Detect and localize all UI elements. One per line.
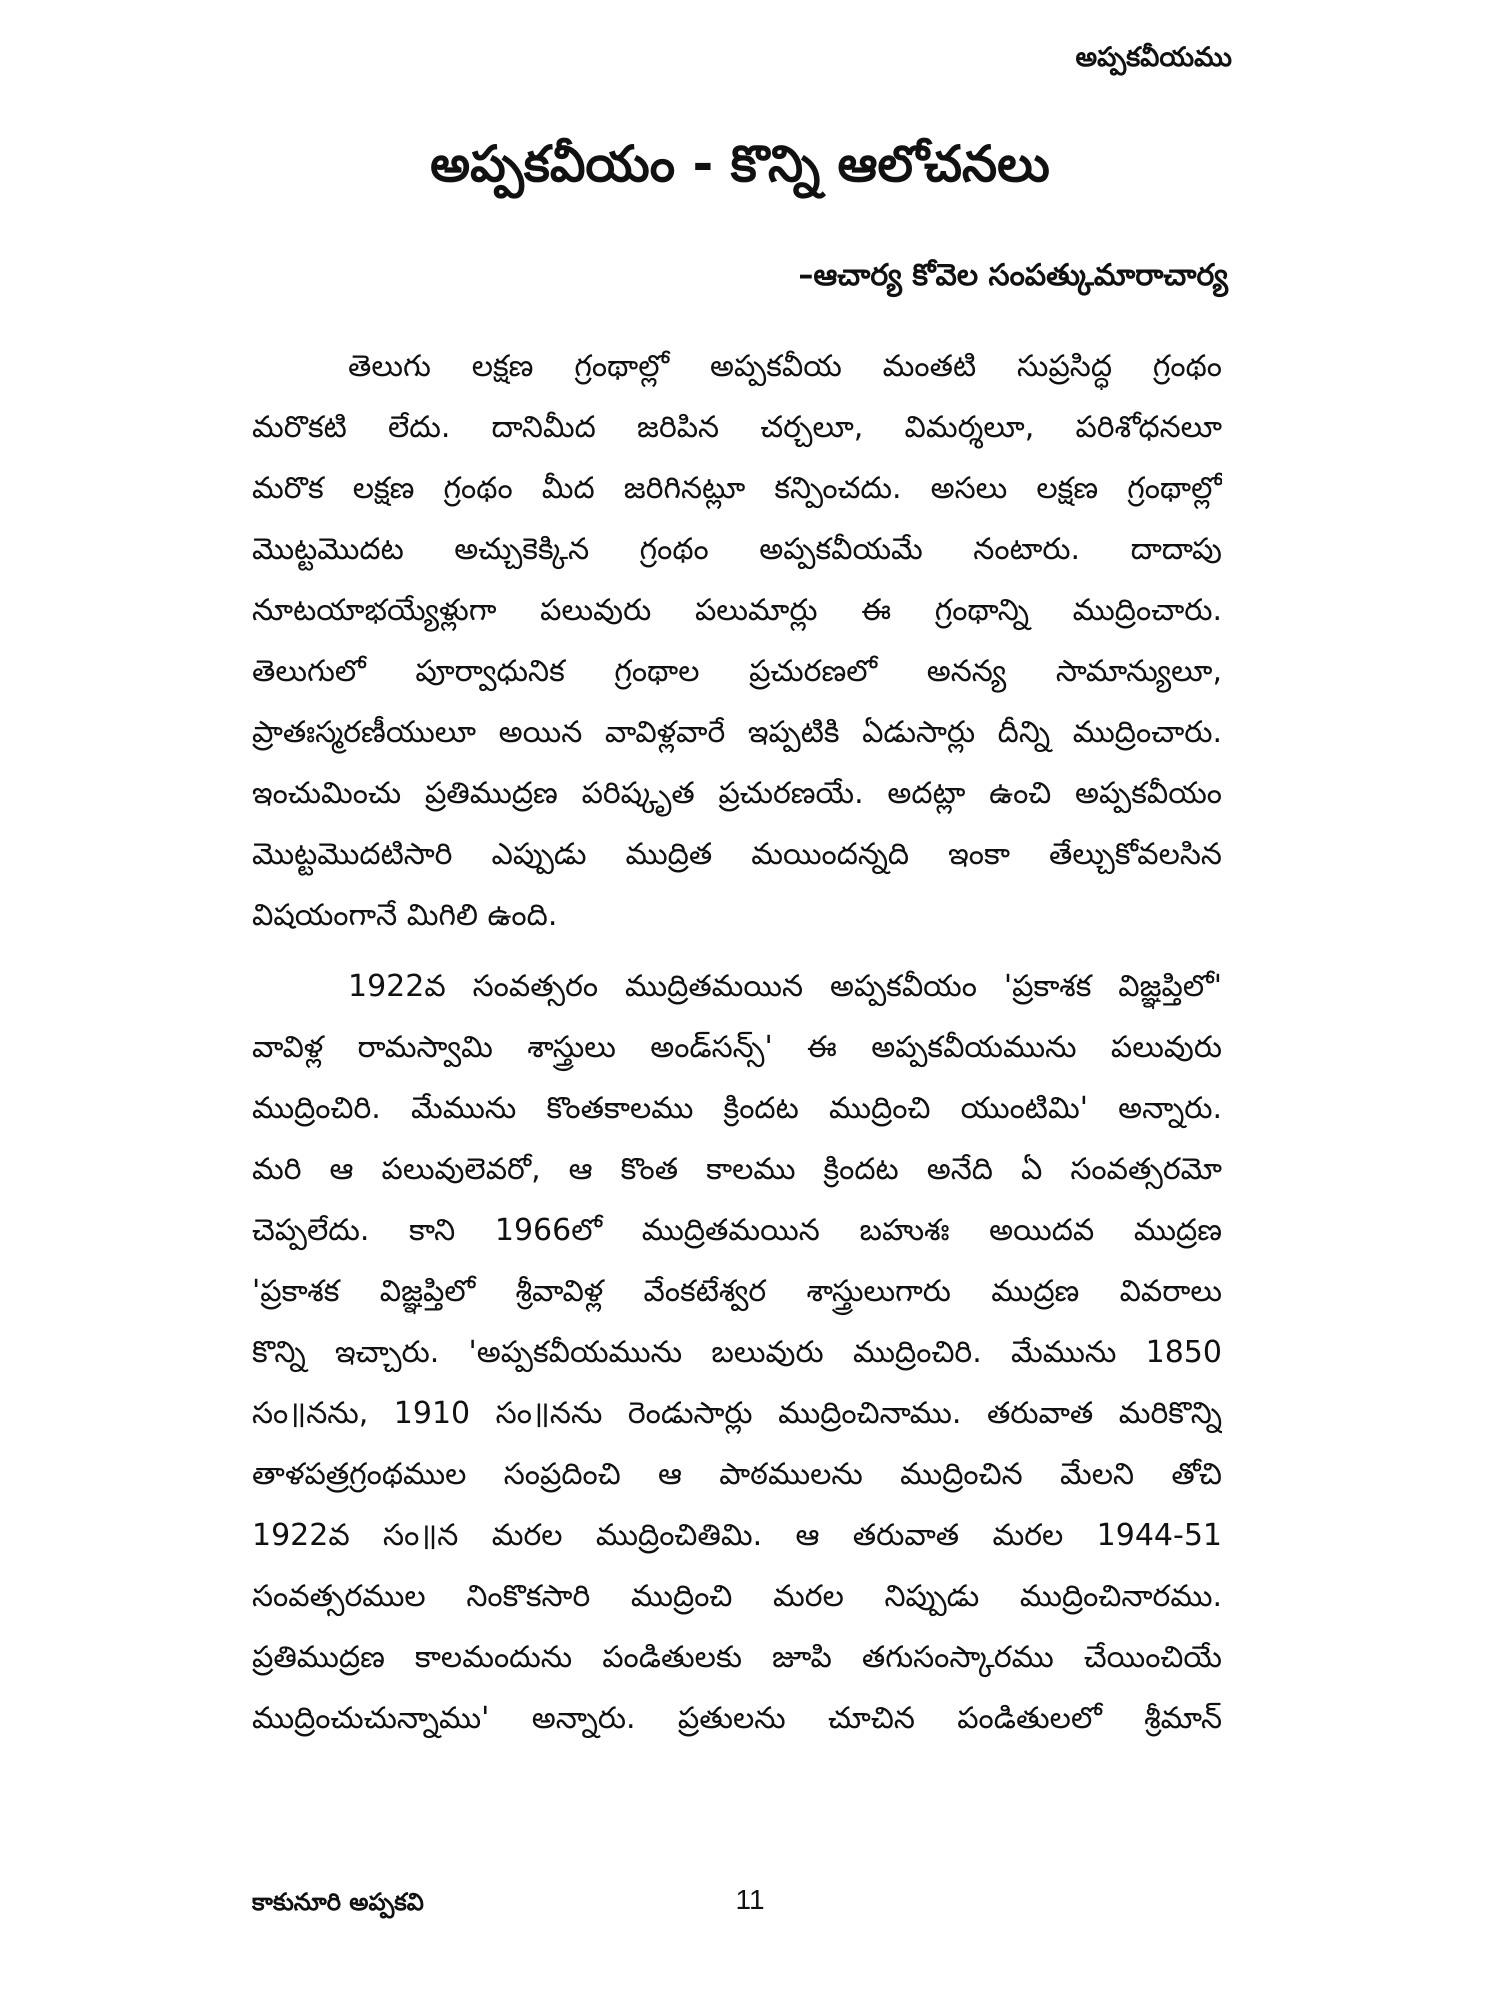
text-line: కొన్ని ఇచ్చారు. 'అప్పకవీయమును బలువురు ముద్రించిరి. మేమును 1850 <box>252 1335 1222 1370</box>
text-line: 1922వ సంవత్సరం ముద్రితమయిన అప్పకవీయం 'ప్రకాశక విజ్ఞప్తిలో' <box>348 969 1222 1004</box>
article-body <box>252 336 1222 1759</box>
footer-book-title: కాకునూరి అప్పకవి <box>252 1888 424 1916</box>
text-line: ప్రతిముద్రణ కాలమందును పండితులకు జూపి తగుసంస్కారము చేయించియే <box>252 1640 1222 1675</box>
text-line: 'ప్రకాశక విజ్ఞప్తిలో శ్రీవావిళ్ల వేంకటేశ్వర శాస్త్రులుగారు ముద్రణ వివరాలు <box>252 1274 1222 1309</box>
paragraph-2 <box>252 956 1222 1749</box>
text-line: మరొకటి లేదు. దానిమీద జరిపిన చర్చలూ, విమర్శలూ, పరిశోధనలూ <box>252 410 1222 445</box>
paragraph-1 <box>252 336 1222 946</box>
text-line: చెప్పలేదు. కాని 1966లో ముద్రితమయిన బహుశః అయిదవ ముద్రణ <box>252 1213 1222 1248</box>
text-line: ప్రాతఃస్మరణీయులూ అయిన వావిళ్లవారే ఇప్పటికి ఏడుసార్లు దీన్ని ముద్రించారు. <box>252 715 1222 750</box>
running-header: అప్పకవీయము <box>1075 42 1232 73</box>
text-line: సంవత్సరముల నింకొకసారి ముద్రించి మరల నిప్పుడు ముద్రించినారము. <box>252 1579 1222 1614</box>
text-line: ముద్రించుచున్నాము' అన్నారు. ప్రతులను చూచిన పండితులలో శ్రీమాన్ <box>252 1701 1222 1736</box>
text-line: సం॥నను, 1910 సం॥నను రెండుసార్లు ముద్రించినాము. తరువాత మరికొన్ని <box>252 1396 1222 1431</box>
text-line: ఇంచుమించు ప్రతిముద్రణ పరిష్కృత ప్రచురణయే. అదట్లా ఉంచి అప్పకవీయం <box>252 776 1222 811</box>
text-line: 1922వ సం॥న మరల ముద్రించితిమి. ఆ తరువాత మరల 1944-51 <box>252 1518 1222 1553</box>
text-line: విషయంగానే మిగిలి ఉంది. <box>252 898 558 933</box>
text-line: తెలుగులో పూర్వాధునిక గ్రంథాల ప్రచురణలో అనన్య సామాన్యులూ, <box>252 654 1222 689</box>
text-line: మరొక లక్షణ గ్రంథం మీద జరిగినట్లూ కన్పించదు. అసలు లక్షణ గ్రంథాల్లో <box>252 471 1222 506</box>
page-number: 11 <box>735 1884 765 1915</box>
text-line: తాళపత్రగ్రంథముల సంప్రదించి ఆ పాఠములను ముద్రించిన మేలని తోచి <box>252 1457 1222 1492</box>
text-line: వావిళ్ల రామస్వామి శాస్త్రులు అండ్‌సన్స్' ఈ అప్పకవీయమును పలువురు <box>252 1030 1222 1065</box>
text-line: ముద్రించిరి. మేమును కొంతకాలము క్రిందట ముద్రించి యుంటిమి' అన్నారు. <box>252 1091 1222 1126</box>
text-line: తెలుగు లక్షణ గ్రంథాల్లో అప్పకవీయ మంతటి సుప్రసిద్ధ గ్రంథం <box>348 349 1222 384</box>
text-line: నూటయాభయ్యేళ్లుగా పలువురు పలుమార్లు ఈ గ్రంథాన్ని ముద్రించారు. <box>252 593 1222 628</box>
text-line: మొట్టమొదటిసారి ఎప్పుడు ముద్రిత మయిందన్నది ఇంకా తేల్చుకోవలసిన <box>252 837 1222 872</box>
article-title: అప్పకవీయం - కొన్ని ఆలోచనలు <box>430 135 1050 193</box>
text-line: మరి ఆ పలువులెవరో, ఆ కొంత కాలము క్రిందట అనేది ఏ సంవత్సరమో <box>252 1152 1222 1187</box>
text-line: మొట్టమొదట అచ్చుకెక్కిన గ్రంథం అప్పకవీయమే నంటారు. దాదాపు <box>252 532 1222 567</box>
article-author: –ఆచార్య కోవెల సంపత్కుమారాచార్య <box>798 258 1228 293</box>
